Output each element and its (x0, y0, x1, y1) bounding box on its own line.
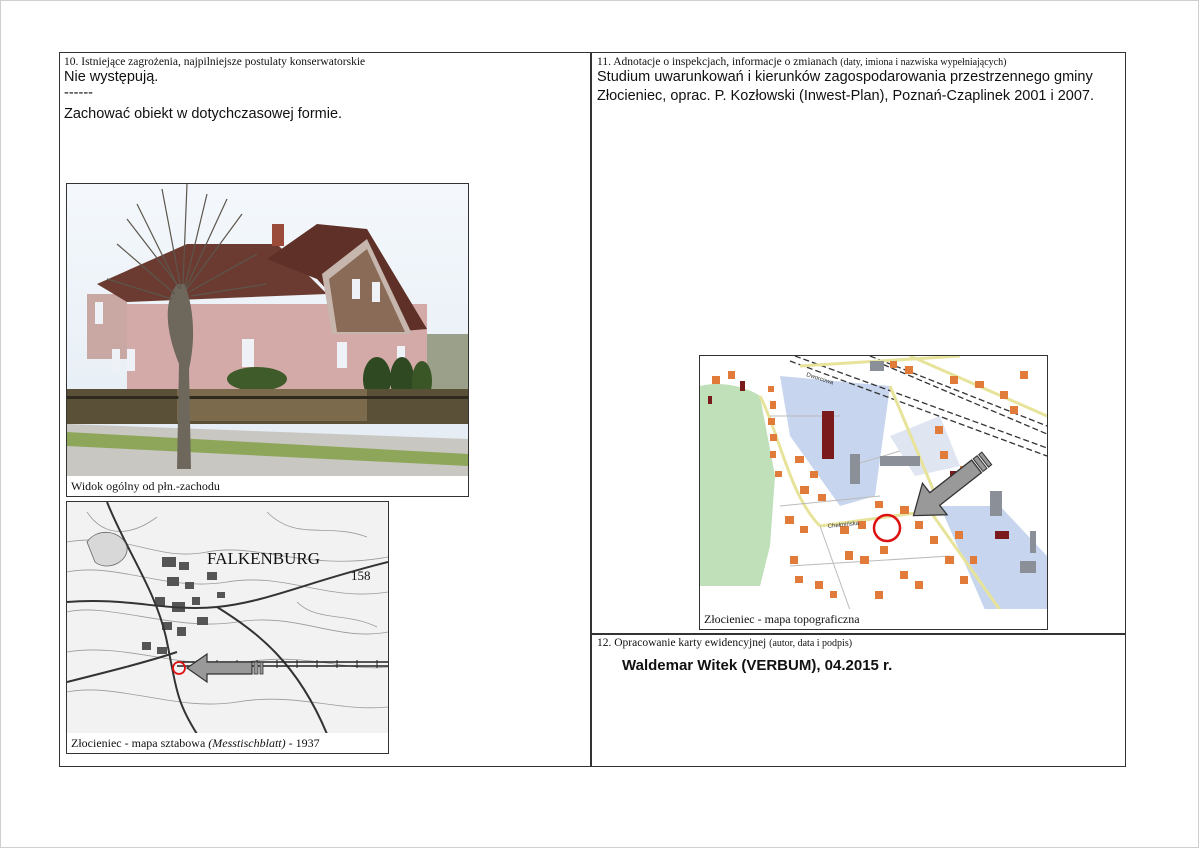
section-11-header (597, 56, 1122, 68)
staff-map-panel (66, 501, 389, 754)
section-12-header-note: (autor, data i podpis) (769, 638, 853, 649)
staff-map-caption (67, 733, 388, 753)
section-12-author: Waldemar Witek (VERBUM), 04.2015 r. (622, 657, 893, 674)
section-11-header-main: 11. Adnotacje o inspekcjach, informacje o zmianach (597, 56, 838, 68)
staff-map (67, 502, 388, 734)
topo-street-label: Dworcowa (805, 372, 834, 387)
topo-map-panel (699, 355, 1048, 630)
section-11 (597, 56, 1122, 106)
section-10-separator: ------ (64, 85, 93, 101)
staff-map-town-label: FALKENBURG (207, 549, 321, 568)
section-12-divider (590, 633, 1126, 635)
staff-map-caption-suffix: - 1937 (285, 736, 320, 750)
section-10-line2: Zachować obiekt w dotychczasowej formie. (64, 106, 343, 122)
topo-street-label-2: Chełmińska (827, 520, 860, 530)
section-12-header (597, 637, 1122, 649)
section-12-header-main: 12. Opracowanie karty ewidencyjnej (597, 637, 767, 649)
topo-map-caption: Złocieniec - mapa topograficzna (700, 609, 1047, 629)
house-photo (67, 184, 468, 478)
staff-map-caption-italic: (Messtischblatt) (208, 736, 286, 750)
section-10-header: 10. Istniejące zagrożenia, najpilniejsze postulaty konserwatorskie (64, 56, 366, 68)
section-11-text: Studium uwarunkowań i kierunków zagospodarowania przestrzennego gminy Złocieniec, oprac. P. Kozłowski (Inwest-Plan), Poznań-Czaplinek 2001 i 2007. (597, 69, 1095, 104)
column-divider (590, 52, 592, 767)
house-photo-panel (66, 183, 469, 497)
staff-map-route-number: 158 (351, 568, 371, 583)
section-10 (64, 56, 584, 124)
section-10-line1: Nie występują. (64, 69, 159, 85)
house-photo-caption: Widok ogólny od płn.-zachodu (67, 476, 468, 496)
staff-map-caption-prefix: Złocieniec - mapa sztabowa (71, 736, 209, 750)
section-12 (597, 637, 1122, 674)
section-11-header-note: (daty, imiona i nazwiska wypełniających) (840, 57, 1007, 68)
topo-map (700, 356, 1047, 610)
